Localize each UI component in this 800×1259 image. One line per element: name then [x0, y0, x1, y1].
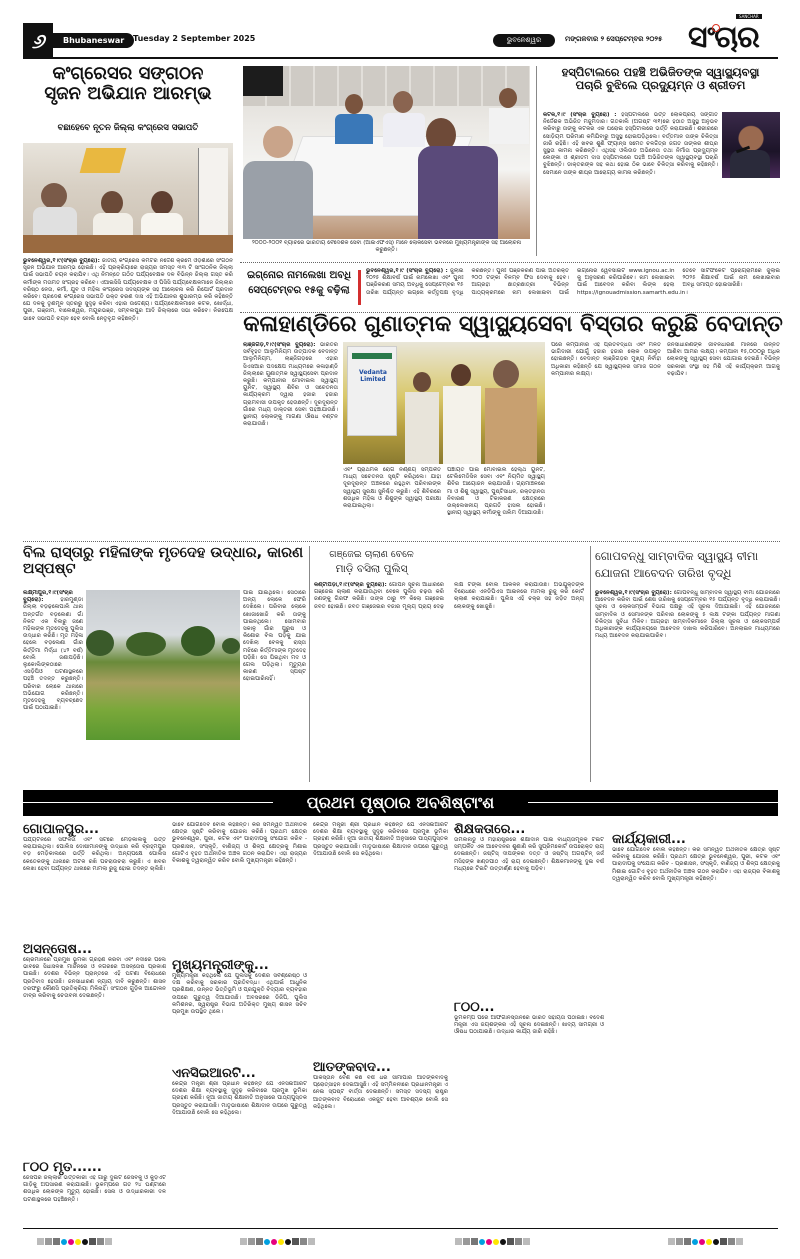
- body-recovery-dateline: ଲକ୍ଷ୍ମୀପୁର,୧।୯(ସଂଚାର ବ୍ୟୁରୋ):: [23, 590, 73, 604]
- yellow-mark-icon: [278, 1239, 284, 1245]
- edition-city-or: ଭୁବନେଶ୍ୱର: [493, 34, 555, 47]
- congress-headline-line2: ସୃଜନ ଅଭିଯାନ ଆରମ୍ଭ: [44, 82, 212, 104]
- person-official-3: [393, 91, 413, 113]
- continuation-800-dead: [23, 1160, 166, 1225]
- person-2: [101, 191, 123, 215]
- continuation-col2-top: [172, 822, 307, 952]
- vedanta-body-col3: ପଞ୍ଚାୟତ ପାଇଁ ମୋବାଇଲ ହେଲ୍ଥ ୟୁନିଟ, ଟେଲିମେଡିସିନ ସେବା ଏବଂ ନିୟମିତ ସ୍ୱାସ୍ଥ୍ୟ ଶିବିର ଆୟୋଜନ କରାଯାଉଛି। ଗ୍ରାମାଞ୍ଚଳରେ ମା ଓ ଶିଶୁ ସ୍ୱାସ୍ଥ୍ୟ, ପୁଷ୍ଟିସାଧନ, ରକ୍ତହୀନତା ନିବାରଣ ଓ ଟିକାକରଣ କ୍ଷେତ୍ରରେ ଉଲ୍ଲେଖନୀୟ ପ୍ରଗତି ହାସଲ ହୋଇଛି। ସ୍ଥାନୀୟ ସ୍ୱାସ୍ଥ୍ୟ କର୍ମୀଙ୍କୁ ତାଲିମ ଦିଆଯାଉଛି।: [447, 467, 545, 517]
- black-mark-icon: [500, 1239, 506, 1245]
- person-official-5: [499, 88, 517, 108]
- congress-dateline: ଭୁବନେଶ୍ୱର,୧।୯(ସଂଚାର ବ୍ୟୁରୋ):: [23, 258, 100, 264]
- column-divider: [536, 66, 537, 256]
- person-3: [151, 191, 173, 215]
- magenta-mark-icon: [486, 1239, 492, 1245]
- person-official-2: [345, 94, 363, 114]
- continuation-body: ଭୂମିକମ୍ପ ପରେ ଆଫଗାନିସ୍ତାନରେ ଭାରତ ସହାୟତା ପଠାଇଛି। ବିଦେଶ ମନ୍ତ୍ରୀ ଏସ ଜୟଶଙ୍କର ଏହି ସୂଚନା ଦେଇଛନ୍ତି। ଖାଦ୍ୟ ସାମଗ୍ରୀ ଓ ଔଷଧ ପଠାଯାଇଛି। ଉଦ୍ଧାର କାର୍ଯ୍ୟ ଜାରି ରହିଛି।: [454, 1015, 604, 1036]
- cyan-mark-icon: [479, 1239, 485, 1245]
- vedanta-photo: [343, 342, 545, 464]
- black-mark-icon: [713, 1239, 719, 1245]
- person-villager-2: [451, 364, 471, 386]
- hospital-headline: [543, 66, 778, 91]
- continuation-800: [454, 1000, 604, 1220]
- hospital-headline-line1: ହସ୍ପିଟାଲରେ ପହଞ୍ଚି ଅଭିଜିତଙ୍କ ସ୍ୱାସ୍ଥ୍ୟବସ୍ଥା: [561, 65, 760, 79]
- vedanta-banner-text: Vedanta Limited: [359, 369, 387, 383]
- column-divider: [309, 546, 310, 782]
- tree-1: [86, 630, 114, 656]
- hospital-headline-line2: ପଚାରି ବୁଝିଲେ ପ୍ରଦ୍ୟୁମ୍ନ ଓ ଶ୍ରୀତମ: [575, 77, 746, 92]
- congress-press-photo: [23, 143, 233, 253]
- logo-dot-icon: [712, 24, 720, 32]
- meeting-room-wall: [243, 66, 530, 106]
- continuation-asantosh: [23, 942, 166, 1153]
- section-divider: [23, 541, 780, 542]
- person-official-4-body: [418, 146, 498, 239]
- yellow-mark-icon: [493, 1239, 499, 1245]
- ignou-body: [366, 268, 780, 308]
- continuation-title: ଶିକ୍ଷକତାରେ...: [454, 822, 526, 837]
- logo-tagline: SANCHAR: [736, 14, 762, 19]
- continuation-title: ୮୦୦...: [454, 1000, 495, 1015]
- ignou-headline-line2: ସେପ୍ଟେମ୍ବର ୧୫କୁ ବଢ଼ିଲା: [248, 285, 350, 296]
- ignou-dateline: ଭୁବନେଶ୍ୱର,୧।୯ (ସଂଚାର ବ୍ୟୁରୋ) :: [366, 268, 448, 274]
- tree-2: [126, 632, 166, 656]
- hospital-dateline: କଟକ,୧।୯ (ସଂଚାର ବ୍ୟୁରୋ) :: [543, 112, 617, 118]
- newspaper-logo: ସଂଚାର: [688, 20, 759, 55]
- magenta-mark-icon: [68, 1239, 74, 1245]
- person-official-3-body: [383, 113, 425, 147]
- gopabandhu-headline: [595, 548, 780, 582]
- section-divider: [240, 262, 780, 263]
- person-villager-3: [493, 360, 519, 388]
- continuation-title: ଆତଙ୍କବାଦ...: [313, 1060, 391, 1075]
- continuation-title: ଗୋପାଳପୁର...: [23, 822, 99, 837]
- continuation-title: ଅସନ୍ତୋଷ...: [23, 942, 92, 957]
- continuation-title: ଏନସିଇଆରଟି...: [172, 1066, 256, 1081]
- vedanta-body-text-1: ଭାରତର ସର୍ବବୃହତ ଆଲୁମିନିୟମ ଉତ୍ପାଦକ ବେଦାନ୍ତ ଆଲୁମିନିୟମ, ଲାଞ୍ଜିଗଡ଼ରେ ଏହାର ସିଏସଆର ପଦକ୍ଷେପ ମାଧ୍ୟମରେ କଳାହାଣ୍ଡି ଜିଲ୍ଲାରେ ଗୁଣାତ୍ମକ ସ୍ୱାସ୍ଥ୍ୟସେବା ପ୍ରଦାନ କରୁଛି। କମ୍ପାନୀର ମୋବାଇଲ ସ୍ୱାସ୍ଥ୍ୟ ୟୁନିଟ, ସ୍ୱାସ୍ଥ୍ୟ ଶିବିର ଓ ସଚେତନତା କାର୍ଯ୍ୟକ୍ରମ ଦ୍ୱାରା ହଜାର ହଜାର ଗ୍ରାମବାସୀ ଉପକୃତ ହେଉଛନ୍ତି। ଦୂରଦୂରାନ୍ତ ଗାଁରେ ମଧ୍ୟ ଡାକ୍ତରୀ ସେବା ପହଞ୍ଚାଯାଉଛି। ସ୍ଥାନୀୟ ଲୋକଙ୍କୁ ମାଗଣା ଔଷଧ ବଣ୍ଟନ କରାଯାଉଛି।: [243, 342, 338, 428]
- gopabandhu-headline-line1: ଗୋପବନ୍ଧୁ ସାମ୍ବାଦିକ ସ୍ୱାସ୍ଥ୍ୟ ବୀମା: [595, 549, 759, 563]
- black-mark-icon: [82, 1239, 88, 1245]
- person-1: [41, 183, 67, 209]
- congress-body-text: ଜାତୀୟ କଂଗ୍ରେସ କମିଟିର ନିର୍ଦ୍ଦେଶ କ୍ରମେ ଓଡ଼ିଶାରେ ସଂଗଠନ ସୃଜନ ଅଭିଯାନ ଆରମ୍ଭ ହୋଇଛି। ଏହି ପ୍ରକ୍ରିୟାରେ ରାଜ୍ୟର ସମସ୍ତ ୩୩ ଟି ସାଂଗଠନିକ ଜିଲ୍ଲା ପାଇଁ ସଭାପତି ଚୟନ କରାଯିବ। ଏଥି ନିମନ୍ତେ ଗଠିତ ପର୍ଯ୍ୟବେକ୍ଷକ ଦଳ ବିଭିନ୍ନ ଜିଲ୍ଲା ଗସ୍ତ କରି କର୍ମୀଙ୍କ ମତାମତ ସଂଗ୍ରହ କରିବେ। ଏଆଇସିସି ପର୍ଯ୍ୟବେକ୍ଷକ ଓ ପିସିସି ପର୍ଯ୍ୟବେକ୍ଷକମାନେ ଜିଲ୍ଲାର ବରିଷ୍ଠ ନେତା, କର୍ମୀ, ଯୁବ ଓ ମହିଳା କଂଗ୍ରେସ ସଦସ୍ୟଙ୍କ ସହ ଆଲୋଚନା କରି ରିପୋର୍ଟ ପ୍ରଦାନ କରିବେ। ପ୍ରଦେଶ କଂଗ୍ରେସ ସଭାପତି ଭକ୍ତ ଚରଣ ଦାସ ଏହି ଅଭିଯାନର ଶୁଭାରମ୍ଭ କରି କହିଛନ୍ତି ଯେ ଦଳକୁ ତୃଣମୂଳ ସ୍ତରରୁ ସୁଦୃଢ଼ କରିବା ଏହାର ଉଦ୍ଦେଶ୍ୟ। ପର୍ଯ୍ୟବେକ୍ଷକମାନେ କଟକ, ଖୋର୍ଦ୍ଧା, ପୁରୀ, ଗଞ୍ଜାମ, ବାଲେଶ୍ୱର, ମୟୂରଭଞ୍ଜ, ସମ୍ବଲପୁର ଆଦି ଜିଲ୍ଲାରେ ସଭା କରିବେ। ନିରପେକ୍ଷ ଭାବେ ସଭାପତି ଚୟନ ହେବ ବୋଲି ନେତୃବୃନ୍ଦ କହିଛନ୍ତି।: [23, 258, 233, 322]
- continuation-banner-title: ପ୍ରଥମ ପୃଷ୍ଠାର ଅବଶିଷ୍ଟାଂଶ: [306, 793, 495, 812]
- body-recovery-col2: ପାଇଁ ଯାଇଥିଲେ। ସେଠାରେ ଅନ୍ୟ ଲୋକେ ଫେରି ଦେଖିଲେ। ପରିବାର ଲୋକେ ଖୋଜାଖୋଜି କରି ତାଙ୍କୁ ପାଇନଥିଲେ। ସୋମବାର ସକାଳୁ ଗାଁର ପୁରୁଷ ଓ କିଶୋର ବିଲ ପଡ଼ିକୁ ଯାଇ ଦେଖିଲା ବେଳକୁ ରାସ୍ତା ମଝିରେ କିର୍ତ୍ତିମାଙ୍କ ମୃତଦେହ ପଡ଼ିଛି। ସେ ପିଇଥିବା ମଦ ଓ ଗେଲ ପଡ଼ିଥିଲା। ମୃତ୍ୟୁର କାରଣ ସ୍ପଷ୍ଟ ହୋଇପାରିନାହିଁ।: [243, 590, 306, 683]
- vedanta-logo-icon: [352, 353, 392, 359]
- continuation-body: ପାକିସ୍ତାନ ବେଶ କିଛି ବର୍ଷ ଧରି ସୀମାପାର ଆତଙ୍କବାଦକୁ ପ୍ରୋତ୍ସାହନ ଦେଇଆସୁଛି। ଏହି ସମ୍ମିଳନୀରେ ପ୍ରଧାନମନ୍ତ୍ରୀ ଏ ନେଇ ସ୍ପଷ୍ଟ ବାର୍ତ୍ତା ଦେଇଛନ୍ତି। ସମସ୍ତ ସଦସ୍ୟ ରାଷ୍ଟ୍ର ଆତଙ୍କବାଦ ବିରୋଧରେ ଏକଜୁଟ ହେବା ଆବଶ୍ୟକ ବୋଲି ସେ କହିଥିଲେ।: [313, 1075, 448, 1110]
- continuation-body: କେନ୍ଦ୍ର ମନ୍ତ୍ରୀ ଶ୍ରୀ ପ୍ରଧାନ କହିଛନ୍ତି ଯେ ଏନସିଇଆରଟି ଦେଶର ଶିକ୍ଷା ବ୍ୟବସ୍ଥାକୁ ସୁଦୃଢ଼ କରିବାରେ ପ୍ରମୁଖ ଭୂମିକା ଗ୍ରହଣ କରିଛି। ନୂଆ ଜାତୀୟ ଶିକ୍ଷାନୀତି ଅନୁସାରେ ପାଠ୍ୟପୁସ୍ତକ ପ୍ରସ୍ତୁତ କରାଯାଉଛି। ମାତୃଭାଷାରେ ଶିକ୍ଷାଦାନ ଉପରେ ଗୁରୁତ୍ୱ ଦିଆଯାଉଛି ବୋଲି ସେ କହିଥିଲେ।: [313, 822, 448, 857]
- continuation-cm: [172, 958, 307, 1059]
- continuation-body: ତାମିଲନାଡୁ ଓ ମହାରାଷ୍ଟ୍ରରେ ଶିକ୍ଷାଦାନ ପାଇଁ ବାଧ୍ୟତାମୂଳକ ଟିଇଟି ସମ୍ପର୍କିତ ଏକ ଆବେଦନର ଶୁଣାଣି କରି ସୁପ୍ରିମକୋର୍ଟ ଉପରୋକ୍ତ ରାୟ ଦେଇଛନ୍ତି। ଜଷ୍ଟିସ୍ ଦୀପଙ୍କର ଦତ୍ତ ଓ ଜଷ୍ଟିସ୍ ଅଗଷ୍ଟିନ୍ ଜର୍ଜ ମସିହଙ୍କ ଖଣ୍ଡପୀଠ ଏହି ରାୟ ଦେଇଛନ୍ତି। ଶିକ୍ଷକମାନଙ୍କୁ ଦୁଇ ବର୍ଷ ମଧ୍ୟରେ ଟିଇଟି ଉତ୍ତୀର୍ଣ୍ଣ ହେବାକୁ ପଡ଼ିବ।: [454, 837, 604, 872]
- press-table: [23, 235, 233, 253]
- gopabandhu-dateline: ଭୁବନେଶ୍ୱର,୧।୯(ସଂଚାର ବ୍ୟୁରୋ):: [595, 590, 672, 596]
- cyan-mark-icon: [264, 1239, 270, 1245]
- hospital-body-text: ହସ୍ପିଟାଲରେ ଭର୍ତ୍ତି ଲୋକପ୍ରିୟ ସଙ୍ଗୀତ ନିର୍ଦ୍ଦେଶକ ଅଭିଜିତ ମଜୁମଦାର। ଗତକାଲି (ଅଗଷ୍ଟ ୩୧)ରେ ହଠାତ ଅସୁସ୍ଥ ଅନୁଭବ କରିବାରୁ ତାଙ୍କୁ କଟକର ଏକ ଘରୋଇ ହସ୍ପିଟାଲରେ ଭର୍ତ୍ତି କରାଯାଇଛି। ଶରୀରରେ ସୋଡ଼ିୟମ ପରିମାଣ କମିଯିବାରୁ ଅସୁସ୍ଥ ହୋଇପଡ଼ିଥିଲେ। ବର୍ତ୍ତମାନ ତାଙ୍କ ଚିକିତ୍ସା ଜାରି ରହିଛି। ଏହି ଖବର ଶୁଣି ଫ୍ୟାନ୍ସ ସମେତ ଚଳଚ୍ଚିତ୍ର ଜଗତ ତାଙ୍କର ଶୀଘ୍ର ସୁସ୍ଥତା କାମନା କରିଛନ୍ତି। ଏଥିସହ ଓଲିଉଡ ଅଭିନେତା ତଥା ନିର୍ମାତା ପ୍ରଦ୍ୟୁମ୍ନ ଲେଙ୍କା ଓ ଶ୍ରୀତମ ଦାସ ହସ୍ପିଟାଲରେ ପହଞ୍ଚି ଅଭିଜିତଙ୍କ ସ୍ୱାସ୍ଥ୍ୟବସ୍ଥା ପଚାରି ବୁଝିଛନ୍ତି। ଡାକ୍ତରଙ୍କ ସହ କଥା ହୋଇ ଠିକ ଭାବେ ଚିକିତ୍ସା କରିବାକୁ କହିଛନ୍ତି। ସେମାନେ ତାଙ୍କ ଶୀଘ୍ର ଆରୋଗ୍ୟ କାମନା କରିଛନ୍ତି।: [543, 112, 718, 176]
- tree-4: [222, 638, 240, 654]
- continuation-col3-top: [313, 822, 448, 1052]
- ignou-headline-line1: ଇଗ୍ନୋର ନାମଲେଖା ଅବଧି: [246, 270, 352, 281]
- body-recovery-col1: [23, 590, 83, 782]
- continuation-body: ଭାବେ ଯୋଗଦେବ ବୋଲି କହିଛନ୍ତି। କରି ସମନ୍ୱିତ ଅର୍ଥନୀତିକ କ୍ଷେତ୍ର ସୃଷ୍ଟି କରିବାକୁ ଯୋଜନା କରିଛି। ପ୍ରଥମ କ୍ଷେତ୍ର ଭୁବନେଶ୍ୱର, ପୁରୀ, କଟକ ଏବଂ ପାରାଦୀପକୁ ସଂଯୋଗ କରିବ - ପ୍ରଶାସନ, ସଂସ୍କୃତି, ବାଣିଜ୍ୟ ଓ ଶିଳ୍ପ କ୍ଷେତ୍ରକୁ ମିଶାଇ ଗୋଟିଏ ବୃହତ ଅର୍ଥନୀତିକ ଅଞ୍ଚଳ ଗଠନ କରାଯିବ। ଏହା ରାଜ୍ୟର ବିକାଶକୁ ତ୍ୱରାନ୍ୱିତ କରିବ ବୋଲି ମୁଖ୍ୟମନ୍ତ୍ରୀ କହିଛନ୍ତି।: [612, 847, 780, 882]
- person-official-2-body: [335, 114, 373, 144]
- continuation-body: ଜେସିପିରି ଜିଲ୍ଲାର ଭର୍ତ୍ତିକାରୀ ଏହି ଗାଁରୁ ଦୁଇଟି ଜେସିବିକୁ ଓ କୁଡ଼ିଏଟି ଗାଡ଼ିକୁ ଅପସାରଣ କରାଯାଇଛି। ଭୂକମ୍ପରେ ଗତ ୨୪ ଘଣ୍ଟାରେ ଶତାଧିକ ଲୋକଙ୍କ ମୃତ୍ୟୁ ହୋଇଛି। ସେନା ଓ ଉଦ୍ଧାରକାରୀ ଦଳ ଘଟଣାସ୍ଥଳରେ ପହଞ୍ଚିଛନ୍ତି।: [23, 1175, 166, 1203]
- singer-photo: [722, 112, 780, 178]
- vedanta-body-col2: ଏବଂ ପ୍ରାଥମିକ ରୋଗ ନିର୍ଣ୍ଣୟ ସମ୍ପର୍କିତ ମାଧ୍ୟ ସଚେତନତା ସୃଷ୍ଟି କରିଥିଲେ। ଯାହା ଦୂରଦୂରାନ୍ତ ଅଞ୍ଚଳରେ ରହୁଥିବା ପରିବାରଙ୍କ ସ୍ୱାସ୍ଥ୍ୟ ସୁରକ୍ଷା ସୁନିଶ୍ଚିତ କରୁଛି। ଏହି ଶିବିରରେ ଶତାଧିକ ମହିଳା ଓ ଶିଶୁଙ୍କ ସ୍ୱାସ୍ଥ୍ୟ ପରୀକ୍ଷା କରାଯାଇଥିଲା।: [343, 467, 441, 510]
- ignou-headline: [243, 268, 355, 298]
- continuation-teaching: [454, 822, 604, 995]
- congress-body: [23, 258, 233, 533]
- continuation-body: ଭାବେ ଯୋଗଦେବ ବୋଲି କହିଛନ୍ତି। କରି ସମନ୍ୱିତ ଅର୍ଥନୀତିକ କ୍ଷେତ୍ର ସୃଷ୍ଟି କରିବାକୁ ଯୋଜନା କରିଛି। ପ୍ରଥମ କ୍ଷେତ୍ର ଭୁବନେଶ୍ୱର, ପୁରୀ, କଟକ ଏବଂ ପାରାଦୀପକୁ ସଂଯୋଗ କରିବ - ପ୍ରଶାସନ, ସଂସ୍କୃତି, ବାଣିଜ୍ୟ ଓ ଶିଳ୍ପ କ୍ଷେତ୍ରକୁ ମିଶାଇ ଗୋଟିଏ ବୃହତ ଅର୍ଥନୀତିକ ଅଞ୍ଚଳ ଗଠନ କରାଯିବ। ଏହା ରାଜ୍ୟର ବିକାଶକୁ ତ୍ୱରାନ୍ୱିତ କରିବ ବୋଲି ମୁଖ୍ୟମନ୍ତ୍ରୀ କହିଛନ୍ତି।: [172, 822, 307, 865]
- continuation-terrorism: [313, 1060, 448, 1215]
- masthead: [0, 0, 800, 62]
- continuation-gopalpur: [23, 822, 166, 937]
- gopabandhu-body: [595, 590, 780, 783]
- cyan-mark-icon: [61, 1239, 67, 1245]
- tree-3: [181, 626, 215, 656]
- person-villager-1-body: [405, 392, 439, 464]
- vedanta-body-col4: ପରେ କମ୍ପାନୀର ଏହି ପ୍ରତିବଦ୍ଧତା ଏବଂ ମିଳିତ ଭାଗିଦାରୀ ଯୋଗୁଁ ହଜାର ହଜାର ଲୋକ ଉପକୃତ ହୋଇଛନ୍ତି। ବେଦାନ୍ତ ଲାଞ୍ଜିଗଡ଼ର ମୁଖ୍ୟ ନିର୍ବାହୀ ଅଧିକାରୀ କହିଛନ୍ତି ଯେ ସ୍ୱାସ୍ଥ୍ୟକର ସମାଜ ଗଠନ କମ୍ପାନୀର ଲକ୍ଷ୍ୟ।: [551, 342, 661, 377]
- person-official-1: [263, 126, 293, 158]
- magenta-mark-icon: [271, 1239, 277, 1245]
- continuation-ncert: [172, 1066, 307, 1221]
- police-body: [314, 582, 584, 782]
- hospital-body: [543, 112, 718, 257]
- ignou-body-text: ଜୁଲାଇ ୨୦୨୫ ଶିକ୍ଷାବର୍ଷ ପାଇଁ ନାମଲେଖା ଏବଂ ପୁନଃ ପଞ୍ଜିକରଣ ସମୟ ଅବଧିକୁ ସେପ୍ଟେମ୍ବର ୧୫ ତାରିଖ ପର୍ଯ୍ୟନ୍ତ ଇଗ୍ନୋ କର୍ତ୍ତୃପକ୍ଷ ବୃଦ୍ଧି କରିଛନ୍ତି। ପୁନଃ ପଞ୍ଜିକରଣ ପାଇଁ ଅତିରିକ୍ତ ୨୦୦ ଟଙ୍କା ବିଳମ୍ବ ଫିସ ଦେବାକୁ ହେବ। ଆଗ୍ରହୀ ଛାତ୍ରଛାତ୍ରୀ ବିଭିନ୍ନ ପାଠ୍ୟକ୍ରମରେ ନାମ ଲେଖାଇବା ପାଇଁ ଇଗ୍ନୋର ୱେବସାଇଟ www.ignou.ac.in କୁ ଅନୁସରଣ କରିପାରିବେ। ନାମ ଲେଖାଇବା ପାଇଁ ଆବେଦନ କରିବା ଲିଙ୍କ ହେଲା https://ignouadmission.samarth.edu.in। ତେବେ ସାର୍ଟିଫିକେଟ ପ୍ରୋଗ୍ରାମରେ ଜୁଲାଇ ୨୦୨୫ ଶିକ୍ଷାବର୍ଷ ପାଇଁ ନାମ ଲେଖାଇବାର ଅବଧି ସମାପ୍ତ ହୋଇସାରିଛି।: [366, 268, 780, 296]
- police-dateline: କଣ୍ଟାପଡ଼ା,୧।୯(ସଂଚାର ବ୍ୟୁରୋ):: [314, 582, 387, 588]
- police-body-text: ଗୋପନ ସୂଚନା ଆଧାରରେ ଗଞ୍ଜେଇ ଚାଲାଣ କରାଯାଉଥିବା ବେଳେ ପୁଲିସ ଚଢ଼ଉ କରି ଜଣଙ୍କୁ ଗିରଫ କରିଛି। ତାଙ୍କ ଠାରୁ ୧୨ କିଲୋ ଗଞ୍ଜେଇ ଜବତ ହୋଇଛି। ଜବତ ଗଞ୍ଜେଇର ବଜାର ମୂଲ୍ୟ ପ୍ରାୟ ଦେଢ଼ ଲକ୍ଷ ଟଙ୍କା ବୋଲି ଆକଳନ କରାଯାଉଛି। ଅଭିଯୁକ୍ତଙ୍କ ବିରୋଧରେ ଏନଡିପିଏସ ଆଇନରେ ମାମଲା ରୁଜୁ କରି କୋର୍ଟ ଚାଲାଣ କରାଯାଇଛି। ପୁଲିସ ଏହି ଚକ୍ର ସହ ଜଡ଼ିତ ଅନ୍ୟ ଲୋକଙ୍କୁ ଖୋଜୁଛି।: [314, 582, 584, 610]
- congress-flag-graphic: [80, 148, 127, 173]
- gopabandhu-headline-line2: ଯୋଜନା ଆବେଦନ ତାରିଖ ବୃଦ୍ଧି: [595, 566, 732, 580]
- banner-rule-right: [528, 802, 778, 803]
- field-photo: [86, 590, 240, 740]
- continuation-body: ମୁଖ୍ୟମନ୍ତ୍ରୀ କହିଥିଲେ ଯେ ପୁଲିସକୁ ଦେଶର ସର୍ବଶ୍ରେଷ୍ଠ ଓ ଦକ୍ଷ କରିବାକୁ ସରକାର ପ୍ରତିବଦ୍ଧ। ଏଥିପାଇଁ ଆଧୁନିକ ପ୍ରଶିକ୍ଷଣ, ଉନ୍ନତ ଭିତ୍ତିଭୂମି ଓ ପ୍ରଯୁକ୍ତି ବିଦ୍ୟାର ବ୍ୟବହାର ଉପରେ ଗୁରୁତ୍ୱ ଦିଆଯାଉଛି। ଅବସରରେ ଡିଜିପି, ପୁଲିସ କମିଶନର, ସ୍ୱରାଷ୍ଟ୍ର ବିଭାଗ ଅତିରିକ୍ତ ମୁଖ୍ୟ ଶାସନ ସଚିବ ପ୍ରମୁଖ ଉପସ୍ଥିତ ଥିଲେ।: [172, 973, 307, 1016]
- gopabandhu-body-text: ଗୋପବନ୍ଧୁ ସାମ୍ବାଦିକ ସ୍ୱାସ୍ଥ୍ୟ ବୀମା ଯୋଜନାରେ ଆବେଦନ କରିବା ପାଇଁ ଶେଷ ତାରିଖକୁ ସେପ୍ଟେମ୍ବର ୧୫ ପର୍ଯ୍ୟନ୍ତ ବୃଦ୍ଧି କରାଯାଇଛି। ସୂଚନା ଓ ଲୋକସମ୍ପର୍କ ବିଭାଗ ପକ୍ଷରୁ ଏହି ସୂଚନା ଦିଆଯାଇଛି। ଏହି ଯୋଜନାରେ ସାମ୍ବାଦିକ ଓ ସେମାନଙ୍କ ପରିବାର ଲୋକଙ୍କୁ ୫ ଲକ୍ଷ ଟଙ୍କା ପର୍ଯ୍ୟନ୍ତ ମାଗଣା ଚିକିତ୍ସା ସୁବିଧା ମିଳିବ। ଆଗ୍ରହୀ ସାମ୍ବାଦିକମାନେ ଜିଲ୍ଲା ସୂଚନା ଓ ଲୋକସମ୍ପର୍କ ଅଧିକାରୀଙ୍କ କାର୍ଯ୍ୟାଳୟରେ ଆବେଦନ ଦାଖଲ କରିପାରିବେ। ଅନଲାଇନ ମାଧ୍ୟମରେ ମଧ୍ୟ ଆବେଦନ କରାଯାଇପାରିବ।: [595, 590, 780, 640]
- meeting-photo: [243, 66, 530, 239]
- bottom-rule: [23, 1228, 778, 1229]
- color-registration-strip: [455, 1238, 530, 1245]
- continuation-title: ୮୦୦ ମୃତ......: [23, 1160, 102, 1175]
- continuation-title: ମୁଖ୍ୟମନ୍ତ୍ରୀଙ୍କୁ...: [172, 958, 269, 973]
- magenta-mark-icon: [699, 1239, 705, 1245]
- masthead-rule: [23, 57, 778, 59]
- person-official-5-body: [489, 108, 529, 144]
- column-divider: [590, 546, 591, 782]
- continuation-karyakari: [612, 822, 780, 1227]
- vedanta-body-col1: [243, 342, 338, 532]
- banner-rule-left: [23, 802, 273, 803]
- meeting-photo-caption: ୨୦୦୦-୨୦୦୧ ବ୍ୟାଚରେ ଭାରତୀୟ ବୈଦେଶିକ ସେବା (ଆଇଏଫଏସ୍) ମାନେ ଲୋକସେବା ଭବନରେ ମୁଖ୍ୟମନ୍ତ୍ରୀଙ୍କ ସହ ଆଲୋଚନା କରୁଛନ୍ତି।: [251, 240, 522, 254]
- police-headline: [314, 548, 429, 576]
- person-official-1-body: [243, 161, 313, 239]
- congress-headline: [23, 64, 233, 104]
- congress-headline-line1: କଂଗ୍ରେସର ସଙ୍ଗଠନ: [52, 63, 204, 84]
- police-headline-line2: ମାଡ଼ି ବସିଲା ପୁଲିସ୍: [335, 563, 408, 575]
- person-villager-2-body: [443, 386, 481, 464]
- edition-date-en: Tuesday 2 September 2025: [133, 34, 256, 43]
- body-recovery-headline: ବିଲ ରାସ୍ତାରୁ ମହିଳାଙ୍କ ମୃତଦେହ ଉଦ୍ଧାର, କାରଣ ଅସ୍ପଷ୍ଟ: [23, 545, 304, 577]
- vedanta-headline: କଳାହାଣ୍ଡିରେ ଗୁଣାତ୍ମକ ସ୍ୱାସ୍ଥ୍ୟସେବା ବିସ୍ତାର କରୁଛି ବେଦାନ୍ତ: [243, 312, 783, 337]
- vedanta-banner: [347, 346, 397, 436]
- vedanta-body-col5: ଜନସାଧାରଣଙ୍କ ଜୀବନଧାରଣ ମାନରେ ଉନ୍ନତି ଆଣିବା ଆମର ଲକ୍ଷ୍ୟ। କମ୍ପାନୀ ୧୫,୦୦୦ରୁ ଅଧିକ ଲୋକଙ୍କୁ ସ୍ୱାସ୍ଥ୍ୟ ସେବା ଯୋଗାଇ ଦେଇଛି। ବିଭିନ୍ନ ସରକାରୀ ସଂସ୍ଥା ସହ ମିଶି ଏହି କାର୍ଯ୍ୟକ୍ରମ ଆଗକୁ ବଢ଼ାଯିବ।: [667, 342, 780, 377]
- color-registration-strip: [668, 1238, 743, 1245]
- page-number: ୬: [23, 23, 53, 59]
- color-registration-strip: [240, 1238, 315, 1245]
- person-villager-1: [413, 372, 431, 392]
- yellow-mark-icon: [706, 1239, 712, 1245]
- district-list-board: [198, 148, 228, 243]
- edition-date-or: ମଙ୍ଗଳବାର ୨ ସେପ୍ଟେମ୍ବର ୨୦୨୫: [565, 35, 663, 43]
- color-registration-strip: [37, 1238, 112, 1245]
- continuation-body: ଚୋରିମାନରେ ପ୍ରମୁଖ ଭୂମିକା ଗ୍ରହଣ କରିବା ଏବଂ ନଦୀରେ ପିଲେ ଭାବରେ ସିଧାସଳଖ ମାର୍ଜିନରେ ଓ ନଗରରେ ଅସନ୍ତୋଷ ପ୍ରକାଶ ପାଇଛି। ଦେଶର ବିଭିନ୍ନ ପ୍ରାନ୍ତରେ ଏହି ଘଟଣା ବିରୋଧରେ ପ୍ରତିବାଦ ହେଉଛି। ଜନସାଧାରଣ ନ୍ୟାୟ ଦାବି କରୁଛନ୍ତି। ଶାସନ ତରଫରୁ କୌଣସି ପ୍ରତିକ୍ରିୟା ମିଳିନାହିଁ। ସଂଗଠନ ଗୁଡ଼ିକ ଆନ୍ଦୋଳନ ତୀବ୍ର କରିବାକୁ ଚେତାବନୀ ଦେଇଛନ୍ତି।: [23, 957, 166, 1000]
- police-headline-line1: ଗଞ୍ଜେଇ ଚାଲାଣ ବେଳେ: [329, 549, 414, 560]
- continuation-body: ପର୍ଯ୍ୟଟନରେ ସଫଳତା ଏବଂ ସିଟିରେ ମେଡ଼ିକାଲକୁ ଭର୍ତ୍ତି କରାଯାଇଥିଲା। ପୋଲିସ ଦୋଷୀମାନଙ୍କୁ ଉଦ୍ଧାର କରି ବ୍ରହ୍ମପୁର ବଡ଼ ମେଡ଼ିକାଲରେ ଭର୍ତ୍ତି କରିଥିଲା। ଅନ୍ୟପକ୍ଷେ ପୋଲିସ କେତେକଙ୍କୁ ଥାନାରେ ଅଟକ ରଖି ପଚରାଉଚରା କରୁଛି। ଏ ଖବର ଲେଖା ହେବା ପର୍ଯ୍ୟନ୍ତ ଥାନାରେ ମାମଲା ରୁଜୁ ହୋଇ ତଦନ୍ତ ଚାଲିଛି।: [23, 837, 166, 872]
- continuation-banner: [23, 790, 778, 816]
- person-villager-3-body: [485, 388, 537, 464]
- tv-screen: [243, 66, 283, 96]
- edition-city-en: Bhubaneswar: [53, 33, 134, 48]
- continuation-title: କାର୍ଯ୍ୟକାରୀ...: [612, 832, 686, 847]
- congress-subhead: ବଛାହେବେ ନୂତନ ଜିଲ୍ଲା କଂଗ୍ରେସ ସଭାପତି: [57, 123, 199, 133]
- continuation-body: କେନ୍ଦ୍ର ମନ୍ତ୍ରୀ ଶ୍ରୀ ପ୍ରଧାନ କହିଛନ୍ତି ଯେ ଏନସିଇଆରଟି ଦେଶର ଶିକ୍ଷା ବ୍ୟବସ୍ଥାକୁ ସୁଦୃଢ଼ କରିବାରେ ପ୍ରମୁଖ ଭୂମିକା ଗ୍ରହଣ କରିଛି। ନୂଆ ଜାତୀୟ ଶିକ୍ଷାନୀତି ଅନୁସାରେ ପାଠ୍ୟପୁସ୍ତକ ପ୍ରସ୍ତୁତ କରାଯାଉଛି। ମାତୃଭାଷାରେ ଶିକ୍ଷାଦାନ ଉପରେ ଗୁରୁତ୍ୱ ଦିଆଯାଉଛି ବୋଲି ସେ କହିଥିଲେ।: [172, 1081, 307, 1116]
- cyan-mark-icon: [692, 1239, 698, 1245]
- body-recovery-body-text-1: ହାରମୁଣ୍ଡା ଜିଲ୍ଲା ବଡ଼ଢ଼ଳୋପାଲି ଥାନା ଅନ୍ତର୍ଗତ ବଡ଼ଲେଣା ଗାଁ ନିକଟ ଏକ ବିଲରୁ ଜଣେ ମହିଳାଙ୍କ ମୃତଦେହକୁ ପୁଲିସ ଉଦ୍ଧାର କରିଛି। ମୃତ ମହିଳା ହେଲେ ବଡ଼ଲେଣା ଗାଁର କିର୍ତ୍ତିମା ମିର୍ଦ୍ଧା (୪୨ ବର୍ଷ) ବୋଲି ଜଣାପଡ଼ିଛି। ଲୁକୋଲିଙ୍କଠାରେ ଏସଡ଼ିପିଓ ଘଟଣାସ୍ଥଳରେ ପହଞ୍ଚି ତଦନ୍ତ କରୁଛନ୍ତି। ପରିବାର ଲୋକେ ଥାନାରେ ଅଭିଯୋଗ କରିଛନ୍ତି। ମୃତଦେହକୁ ବ୍ୟବଚ୍ଛେଦ ପାଇଁ ପଠାଯାଇଛି।: [23, 597, 83, 712]
- ignou-accent-bar: [358, 270, 361, 305]
- black-mark-icon: [285, 1239, 291, 1245]
- singer-body: [730, 150, 770, 178]
- vedanta-dateline: ଲାଞ୍ଜିଗଡ଼,୧।୯(ସଂଚାର ବ୍ୟୁରୋ):: [243, 342, 316, 348]
- yellow-mark-icon: [75, 1239, 81, 1245]
